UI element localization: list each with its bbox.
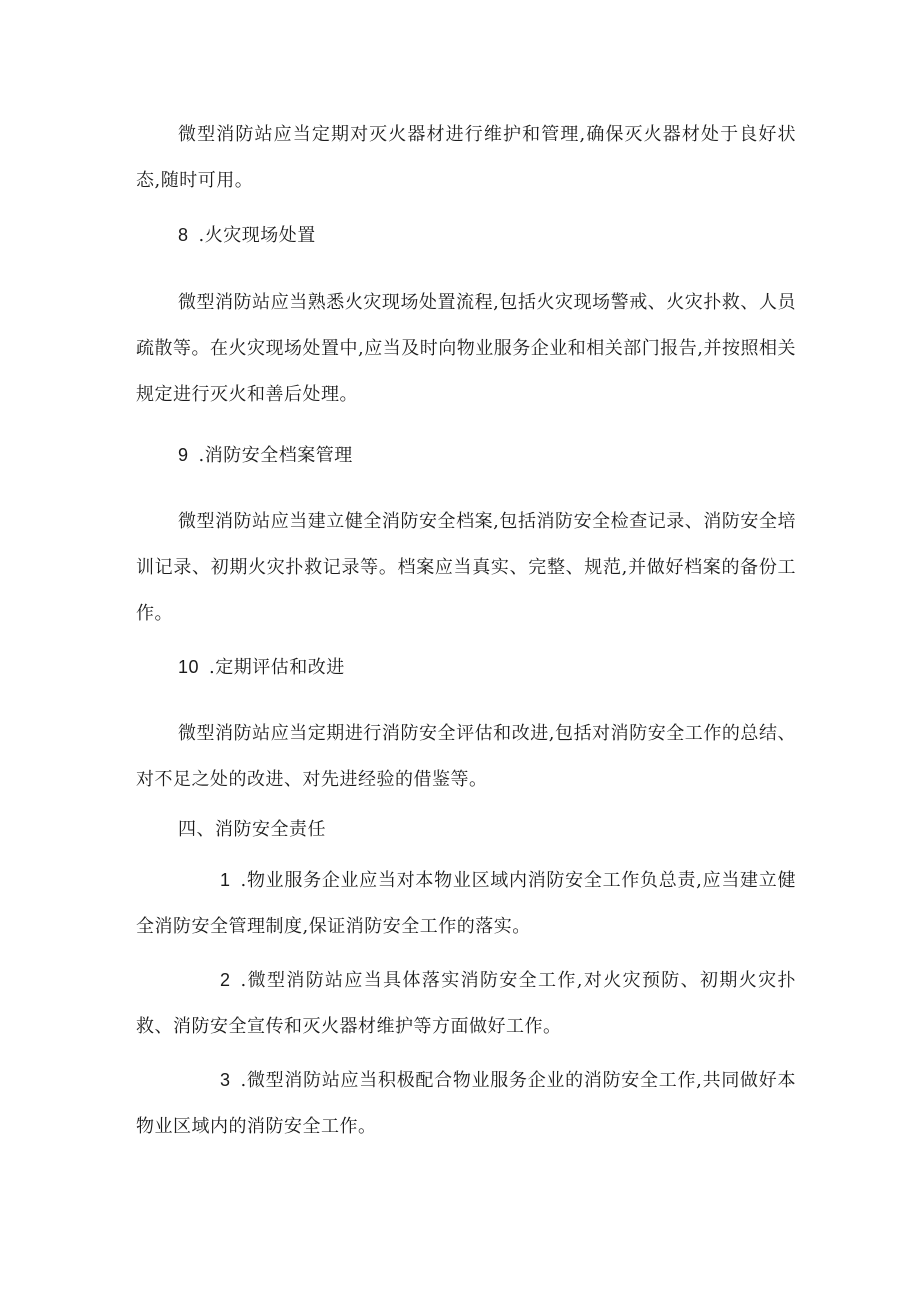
paragraph-text: 微型消防站应当定期对灭火器材进行维护和管理,确保灭火器材处于良好状态,随时可用。 [136,124,796,191]
heading-safety-archive [136,440,838,471]
paragraph-evaluation [136,711,796,803]
heading-number: 9 [178,445,189,465]
list-item-number: 1 [220,870,231,890]
heading-fire-scene-handling [136,220,838,251]
paragraph-equipment-maintenance [136,112,796,204]
list-item-number: 2 [220,970,231,990]
heading-text: .消防安全档案管理 [198,445,353,466]
list-item-number: 3 [220,1070,231,1090]
heading-text: .火灾现场处置 [198,225,316,246]
list-item-3 [136,1057,796,1150]
list-item-1 [136,857,796,950]
list-item-text: .物业服务企业应当对本物业区域内消防安全工作负总责,应当建立健全消防安全管理制度,保证消防安全工作的落实。 [136,870,796,937]
list-item-2 [136,957,796,1050]
heading-text: .定期评估和改进 [209,657,345,678]
paragraph-text: 微型消防站应当建立健全消防安全档案,包括消防安全检查记录、消防安全培训记录、初期火灾扑救记录等。档案应当真实、完整、规范,并做好档案的备份工作。 [136,511,796,624]
paragraph-text: 微型消防站应当熟悉火灾现场处置流程,包括火灾现场警戒、火灾扑救、人员疏散等。在火灾现场处置中,应当及时向物业服务企业和相关部门报告,并按照相关规定进行灭火和善后处理。 [136,292,796,405]
heading-number: 8 [178,225,189,245]
paragraph-archive-management [136,499,796,637]
heading-number: 10 [178,657,200,677]
list-item-text: .微型消防站应当积极配合物业服务企业的消防安全工作,共同做好本物业区域内的消防安全工作。 [136,1070,796,1137]
section-heading-text: 四、消防安全责任 [178,819,326,840]
heading-evaluation-improvement [136,652,838,683]
list-item-text: .微型消防站应当具体落实消防安全工作,对火灾预防、初期火灾扑救、消防安全宣传和灭火器材维护等方面做好工作。 [136,970,796,1037]
paragraph-fire-scene-process [136,280,796,418]
section-heading-responsibility [136,815,838,845]
paragraph-text: 微型消防站应当定期进行消防安全评估和改进,包括对消防安全工作的总结、对不足之处的改进、对先进经验的借鉴等。 [136,723,796,790]
